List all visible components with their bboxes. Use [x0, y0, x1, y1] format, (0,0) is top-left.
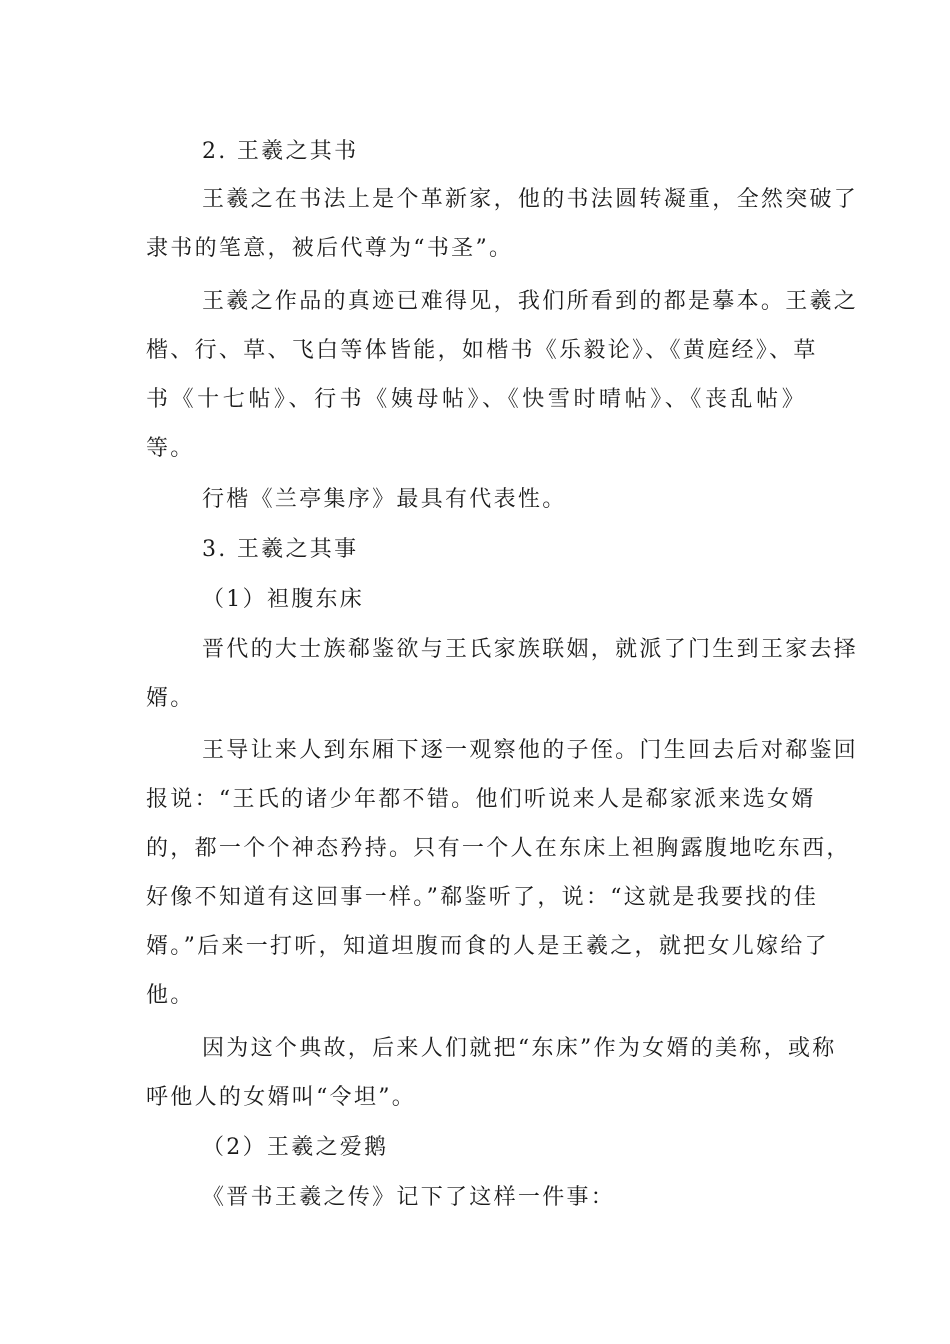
paragraph-line: 他。 — [146, 983, 195, 1008]
subsection-heading-goose: （2）王羲之爱鹅 — [202, 1135, 389, 1160]
paragraph-line: 隶书的笔意，被后代尊为“书圣”。 — [146, 236, 514, 261]
subsection-heading-dongchuang: （1）袒腹东床 — [202, 587, 365, 612]
paragraph-line: 好像不知道有这回事一样。”郗鉴听了，说：“这就是我要找的佳 — [146, 885, 819, 910]
paragraph-line: 婿。 — [146, 686, 195, 711]
section-heading-calligraphy: 2. 王羲之其书 — [202, 139, 359, 164]
paragraph-line: 行楷《兰亭集序》最具有代表性。 — [202, 487, 567, 512]
paragraph-line: 《晋书王羲之传》记下了这样一件事： — [202, 1185, 616, 1210]
paragraph-line: 等。 — [146, 436, 195, 461]
paragraph-line: 晋代的大士族郗鉴欲与王氏家族联姻，就派了门生到王家去择 — [202, 637, 859, 662]
paragraph-line: 的，都一个个神态矜持。只有一个人在东床上袒胸露腹地吃东西， — [146, 836, 851, 861]
paragraph-line: 呼他人的女婿叫“令坦”。 — [146, 1085, 417, 1110]
section-heading-stories: 3. 王羲之其事 — [202, 537, 359, 562]
paragraph-line: 王导让来人到东厢下逐一观察他的子侄。门生回去后对郗鉴回 — [202, 738, 859, 763]
paragraph-line: 因为这个典故，后来人们就把“东床”作为女婿的美称，或称 — [202, 1036, 837, 1061]
paragraph-line: 楷、行、草、飞白等体皆能，如楷书《乐毅论》、《黄庭经》、草 — [146, 338, 818, 363]
paragraph-line: 王羲之在书法上是个革新家，他的书法圆转凝重，全然突破了 — [202, 187, 859, 212]
paragraph-line: 婿。”后来一打听，知道坦腹而食的人是王羲之，就把女儿嫁给了 — [146, 934, 829, 959]
paragraph-line: 王羲之作品的真迹已难得见，我们所看到的都是摹本。王羲之 — [202, 289, 859, 314]
paragraph-line: 报说：“王氏的诸少年都不错。他们听说来人是郗家派来选女婿 — [146, 787, 816, 812]
paragraph-line: 书《十七帖》、行书《姨母帖》、《快雪时晴帖》、《丧乱帖》 — [146, 387, 806, 412]
